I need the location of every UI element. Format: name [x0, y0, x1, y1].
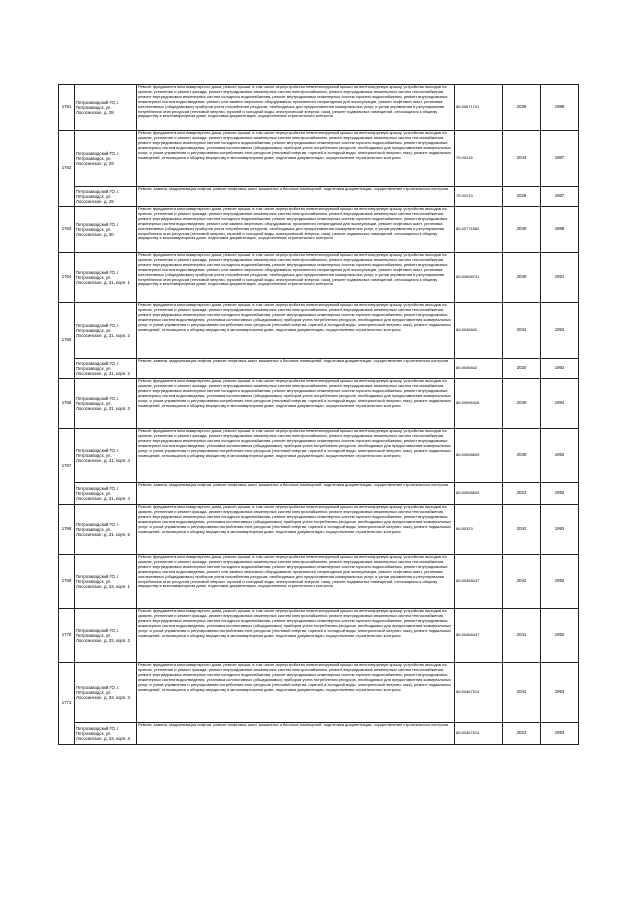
- work-description-cell: [137, 303, 455, 359]
- address-cell-text: Петрозаводский ГО, г. Петрозаводск, ул. Лососинское, д. 31, корп. 3: [76, 395, 130, 412]
- work-description-cell: [137, 483, 455, 505]
- row-number-cell: 1764: [59, 253, 75, 303]
- planned-year-cell-text: 2029: [516, 194, 527, 199]
- build-year-cell-text: 1992: [554, 366, 565, 371]
- code-cell: [455, 483, 503, 505]
- work-description-cell-text: Ремонт фундамента многоквартирного дома, ремонт крыши, в том числе переустройство невентилируемой крыши на вентилируемую крышу, устройство выходов на кровлю, утепление и ремонт фасада, ремонт внутридомовых инженерных систем электроснабжения, ремонт внутридомовых инженерных систем теплоснабжения, ремонт внутридомовых инженерных систем холодного водоснабжения, ремонт внутридомовых инженерных систем горячего водоснабжения, ремонт внутридомовых инженерных систем водоотведения, ремонт или замена лифтового оборудования, признанного непригодным для эксплуатации, ремонт лифтовых шахт, установка коллективных (общедомовых) приборов учета потребления ресурсов, необходимых для предоставления коммунальных услуг, и узлов управления и регулирования потребления этих ресурсов (тепловой энергии, горячей и холодной воды, электрической энергии, газа), ремонт подвальных помещений, относящихся к общему имуществу в многоквартирном доме, подготовка документации, осуществление строительного контроля: [138, 253, 448, 287]
- address-cell-text: Петрозаводский ГО, г. Петрозаводск, ул. Лососинское, д. 31, корп. 4: [76, 485, 130, 502]
- work-description-cell-text: Ремонт, замена, модернизация лифтов, ремонт лифтовых шахт, машинных и блочных помещений, подготовка документации, осуществление строительного контроля: [138, 723, 449, 727]
- code-cell-text: 86.50358437: [456, 579, 480, 584]
- address-cell-text: Петрозаводский ГО, г. Петрозаводск, ул. Лососинское, д. 33, корп. 3: [76, 725, 130, 742]
- planned-year-cell-text: 2041: [516, 690, 527, 695]
- planned-year-cell-text: 2042: [516, 579, 527, 584]
- planned-year-cell: [503, 207, 541, 253]
- planned-year-cell-text: 2040: [516, 401, 527, 406]
- planned-year-cell: [503, 429, 541, 483]
- work-description-cell: [137, 723, 455, 745]
- code-cell: [455, 723, 503, 745]
- work-description-cell: [137, 555, 455, 609]
- work-description-cell: [137, 85, 455, 131]
- build-year-cell-text: 1991: [554, 275, 565, 280]
- code-cell: [455, 207, 503, 253]
- code-cell-text: 86.50996428: [456, 401, 480, 406]
- code-cell-text: 86.5046842: [456, 366, 478, 371]
- row-number-cell: 1762: [59, 131, 75, 207]
- row-number-cell: 1770: [59, 609, 75, 663]
- table-row: [59, 723, 579, 745]
- work-description-cell: [137, 429, 455, 483]
- table-row: [59, 207, 579, 253]
- build-year-cell-text: 1994: [554, 401, 565, 406]
- code-cell-text: 86.50598605: [456, 453, 480, 458]
- build-year-cell: [541, 379, 579, 429]
- table-row: [59, 505, 579, 555]
- build-year-cell-text: 1987: [554, 194, 565, 199]
- work-description-cell-text: Ремонт фундамента многоквартирного дома, ремонт крыши, в том числе переустройство невентилируемой крыши на вентилируемую крышу, устройство выходов на кровлю, утепление и ремонт фасада, ремонт внутридомовых инженерных систем электроснабжения, ремонт внутридомовых инженерных систем теплоснабжения, ремонт внутридомовых инженерных систем холодного водоснабжения, ремонт внутридомовых инженерных систем горячего водоснабжения, ремонт внутридомовых инженерных систем водоотведения, ремонт или замена лифтового оборудования, признанного непригодным для эксплуатации, ремонт лифтовых шахт, установка коллективных (общедомовых) приборов учета потребления ресурсов, необходимых для предоставления коммунальных услуг, и узлов управления и регулирования потребления этих ресурсов (тепловой энергии, горячей и холодной воды, электрической энергии, газа), ремонт подвальных помещений, относящихся к общему имуществу в многоквартирном доме, подготовка документации, осуществление строительного контроля: [138, 555, 448, 589]
- address-cell-text: Петрозаводский ГО, г. Петрозаводск, ул. Лососинское, д. 30: [76, 221, 120, 238]
- code-cell: [455, 131, 503, 187]
- planned-year-cell-text: 2040: [516, 227, 527, 232]
- planned-year-cell-text: 2039: [516, 105, 527, 110]
- build-year-cell-text: 1992: [554, 579, 565, 584]
- table-row: [59, 483, 579, 505]
- code-cell: [455, 555, 503, 609]
- address-cell: [75, 303, 137, 359]
- code-cell-text: 86.50698731: [456, 275, 480, 280]
- code-cell: [455, 85, 503, 131]
- work-description-cell: [137, 253, 455, 303]
- build-year-cell: [541, 131, 579, 187]
- address-cell: [75, 429, 137, 483]
- planned-year-cell: [503, 609, 541, 663]
- build-year-cell: [541, 429, 579, 483]
- address-cell-text: Петрозаводский ГО, г. Петрозаводск, ул. Лососинское, д. 29: [76, 150, 120, 167]
- planned-year-cell-text: 2043: [516, 156, 527, 161]
- address-cell-text: Петрозаводский ГО, г. Петрозаводск, ул. Лососинское, д. 31, корп. 4: [76, 447, 130, 464]
- build-year-cell: [541, 663, 579, 723]
- planned-year-cell: [503, 379, 541, 429]
- planned-year-cell: [503, 723, 541, 745]
- planned-year-cell: [503, 359, 541, 379]
- row-number-cell: 1767: [59, 429, 75, 505]
- code-cell: [455, 303, 503, 359]
- planned-year-cell-text: 2041: [516, 633, 527, 638]
- address-cell: [75, 359, 137, 379]
- work-description-cell-text: Ремонт, замена, модернизация лифтов, ремонт лифтовых шахт, машинных и блочных помещений, подготовка документации, осуществление строительного контроля: [138, 359, 449, 363]
- work-description-cell: [137, 131, 455, 187]
- address-cell: [75, 483, 137, 505]
- table-row: [59, 555, 579, 609]
- row-number-cell: 1771: [59, 663, 75, 745]
- build-year-cell-text: 1993: [554, 731, 565, 736]
- build-year-cell: [541, 555, 579, 609]
- work-description-cell-text: Ремонт фундамента многоквартирного дома, ремонт крыши, в том числе переустройство невентилируемой крыши на вентилируемую крышу, устройство выходов на кровлю, утепление и ремонт фасада, ремонт внутридомовых инженерных систем электроснабжения, ремонт внутридомовых инженерных систем теплоснабжения, ремонт внутридомовых инженерных систем холодного водоснабжения, ремонт внутридомовых инженерных систем горячего водоснабжения, ремонт внутридомовых инженерных систем водоотведения, ремонт или замена лифтового оборудования, признанного непригодным для эксплуатации, ремонт лифтовых шахт, установка коллективных (общедомовых) приборов учета потребления ресурсов, необходимых для предоставления коммунальных услуг, и узлов управления и регулирования потребления этих ресурсов (тепловой энергии, горячей и холодной воды, электрической энергии, газа), ремонт подвальных помещений, относящихся к общему имуществу в многоквартирном доме, подготовка документации, осуществление строительного контроля: [138, 85, 448, 119]
- work-description-cell: [137, 609, 455, 663]
- address-cell-text: Петрозаводский ГО, г. Петрозаводск, ул. Лососинское, д. 29: [76, 188, 120, 205]
- code-cell-text: 86.80323: [456, 527, 473, 532]
- row-number-cell: 1763: [59, 207, 75, 253]
- code-cell-text: 86.50671741: [456, 105, 480, 110]
- build-year-cell: [541, 359, 579, 379]
- table-row: [59, 187, 579, 207]
- address-cell: [75, 187, 137, 207]
- address-cell: [75, 723, 137, 745]
- planned-year-cell: [503, 85, 541, 131]
- address-cell-text: Петрозаводский ГО, г. Петрозаводск, ул. Лососинское, д. 31, корп. 1: [76, 269, 130, 286]
- planned-year-cell-text: 2040: [516, 275, 527, 280]
- address-cell-text: Петрозаводский ГО, г. Петрозаводск, ул. Лососинское, д. 31, корп. 5: [76, 521, 130, 538]
- build-year-cell: [541, 723, 579, 745]
- code-cell: [455, 429, 503, 483]
- work-description-cell-text: Ремонт фундамента многоквартирного дома, ремонт крыши, в том числе переустройство невентилируемой крыши на вентилируемую крышу, устройство выходов на кровлю, утепление и ремонт фасада, ремонт внутридомовых инженерных систем электроснабжения, ремонт внутридомовых инженерных систем теплоснабжения, ремонт внутридомовых инженерных систем холодного водоснабжения, ремонт внутридомовых инженерных систем горячего водоснабжения, ремонт внутридомовых инженерных систем водоотведения, установка коллективных (общедомовых) приборов учета потребления ресурсов, необходимых для предоставления коммунальных услуг, и узлов управления и регулирования потребления этих ресурсов (тепловой энергии, горячей и холодной воды, электрической энергии, газа), ремонт подвальных помещений, относящихся к общему имуществу в многоквартирном доме, подготовка документации, осуществление строительного контроля: [138, 505, 452, 534]
- planned-year-cell: [503, 253, 541, 303]
- address-cell-text: Петрозаводский ГО, г. Петрозаводск, ул. Лососинское, д. 31, корп. 2: [76, 322, 130, 339]
- table-row: [59, 303, 579, 359]
- work-description-cell: [137, 505, 455, 555]
- build-year-cell-text: 1989: [554, 105, 565, 110]
- table-row: [59, 253, 579, 303]
- planned-year-cell-text: 2023: [516, 731, 527, 736]
- address-cell: [75, 505, 137, 555]
- planned-year-cell: [503, 303, 541, 359]
- work-description-cell-text: Ремонт, замена, модернизация лифтов, ремонт лифтовых шахт, машинных и блочных помещений, подготовка документации, осуществление строительного контроля: [138, 187, 449, 191]
- table-body: [59, 85, 579, 745]
- planned-year-cell-text: 2040: [516, 453, 527, 458]
- build-year-cell: [541, 253, 579, 303]
- work-description-cell-text: Ремонт фундамента многоквартирного дома, ремонт крыши, в том числе переустройство невентилируемой крыши на вентилируемую крышу, устройство выходов на кровлю, утепление и ремонт фасада, ремонт внутридомовых инженерных систем электроснабжения, ремонт внутридомовых инженерных систем теплоснабжения, ремонт внутридомовых инженерных систем холодного водоснабжения, ремонт внутридомовых инженерных систем горячего водоснабжения, ремонт внутридомовых инженерных систем водоотведения, установка коллективных (общедомовых) приборов учета потребления ресурсов, необходимых для предоставления коммунальных услуг, и узлов управления и регулирования потребления этих ресурсов (тепловой энергии, горячей и холодной воды, электрической энергии, газа), ремонт подвальных помещений, относящихся к общему имуществу в многоквартирном доме, подготовка документации, осуществление строительного контроля: [138, 131, 452, 160]
- code-cell-text: 86.50467514: [456, 731, 480, 736]
- table-row: [59, 663, 579, 723]
- build-year-cell: [541, 85, 579, 131]
- work-description-cell-text: Ремонт фундамента многоквартирного дома, ремонт крыши, в том числе переустройство невентилируемой крыши на вентилируемую крышу, устройство выходов на кровлю, утепление и ремонт фасада, ремонт внутридомовых инженерных систем электроснабжения, ремонт внутридомовых инженерных систем теплоснабжения, ремонт внутридомовых инженерных систем холодного водоснабжения, ремонт внутридомовых инженерных систем горячего водоснабжения, ремонт внутридомовых инженерных систем водоотведения, установка коллективных (общедомовых) приборов учета потребления ресурсов, необходимых для предоставления коммунальных услуг, и узлов управления и регулирования потребления этих ресурсов (тепловой энергии, горячей и холодной воды, электрической энергии, газа), ремонт подвальных помещений, относящихся к общему имуществу в многоквартирном доме, подготовка документации, осуществление строительного контроля: [138, 663, 452, 692]
- work-description-cell: [137, 359, 455, 379]
- build-year-cell: [541, 303, 579, 359]
- planned-year-cell: [503, 505, 541, 555]
- planned-year-cell-text: 2041: [516, 328, 527, 333]
- code-cell-text: 86.50467514: [456, 690, 480, 695]
- table-row: [59, 131, 579, 187]
- row-number-cell: 1766: [59, 379, 75, 429]
- code-cell: [455, 663, 503, 723]
- build-year-cell: [541, 207, 579, 253]
- row-number-cell: 1768: [59, 505, 75, 555]
- address-cell-text: Петрозаводский ГО, г. Петрозаводск, ул. Лососинское, д. 28: [76, 99, 120, 116]
- code-cell: [455, 609, 503, 663]
- planned-year-cell-text: 2020: [516, 366, 527, 371]
- build-year-cell-text: 1987: [554, 156, 565, 161]
- build-year-cell: [541, 187, 579, 207]
- work-description-cell-text: Ремонт фундамента многоквартирного дома, ремонт крыши, в том числе переустройство невентилируемой крыши на вентилируемую крышу, устройство выходов на кровлю, утепление и ремонт фасада, ремонт внутридомовых инженерных систем электроснабжения, ремонт внутридомовых инженерных систем теплоснабжения, ремонт внутридомовых инженерных систем холодного водоснабжения, ремонт внутридомовых инженерных систем горячего водоснабжения, ремонт внутридомовых инженерных систем водоотведения, ремонт или замена лифтового оборудования, признанного непригодным для эксплуатации, ремонт лифтовых шахт, установка коллективных (общедомовых) приборов учета потребления ресурсов, необходимых для предоставления коммунальных услуг, и узлов управления и регулирования потребления этих ресурсов (тепловой энергии, горячей и холодной воды, электрической энергии, газа), ремонт подвальных помещений, относящихся к общему имуществу в многоквартирном доме, подготовка документации, осуществление строительного контроля: [138, 207, 448, 241]
- code-cell: [455, 359, 503, 379]
- table-row: [59, 359, 579, 379]
- code-cell: [455, 187, 503, 207]
- planned-year-cell: [503, 663, 541, 723]
- planned-year-cell: [503, 187, 541, 207]
- address-cell: [75, 379, 137, 429]
- code-cell-text: 86.5046842: [456, 328, 478, 333]
- code-cell-text: 86.50598605: [456, 491, 480, 496]
- build-year-cell-text: 1992: [554, 453, 565, 458]
- table-row: [59, 429, 579, 483]
- code-cell-text: 86.50468437: [456, 633, 480, 638]
- build-year-cell-text: 1993: [554, 690, 565, 695]
- work-description-cell: [137, 207, 455, 253]
- build-year-cell: [541, 609, 579, 663]
- build-year-cell-text: 1992: [554, 491, 565, 496]
- address-cell: [75, 555, 137, 609]
- work-description-cell-text: Ремонт фундамента многоквартирного дома, ремонт крыши, в том числе переустройство невентилируемой крыши на вентилируемую крышу, устройство выходов на кровлю, утепление и ремонт фасада, ремонт внутридомовых инженерных систем электроснабжения, ремонт внутридомовых инженерных систем теплоснабжения, ремонт внутридомовых инженерных систем холодного водоснабжения, ремонт внутридомовых инженерных систем горячего водоснабжения, ремонт внутридомовых инженерных систем водоотведения, установка коллективных (общедомовых) приборов учета потребления ресурсов, необходимых для предоставления коммунальных услуг, и узлов управления и регулирования потребления этих ресурсов (тепловой энергии, горячей и холодной воды, электрической энергии, газа), ремонт подвальных помещений, относящихся к общему имуществу в многоквартирном доме, подготовка документации, осуществление строительного контроля: [138, 379, 452, 408]
- address-cell: [75, 207, 137, 253]
- planned-year-cell: [503, 483, 541, 505]
- address-cell: [75, 663, 137, 723]
- build-year-cell-text: 1992: [554, 633, 565, 638]
- table-row: [59, 609, 579, 663]
- build-year-cell: [541, 483, 579, 505]
- repair-program-table: [58, 84, 579, 745]
- work-description-cell: [137, 187, 455, 207]
- address-cell-text: Петрозаводский ГО, г. Петрозаводск, ул. Лососинское, д. 31, корп. 2: [76, 360, 130, 377]
- work-description-cell: [137, 663, 455, 723]
- planned-year-cell-text: 2023: [516, 491, 527, 496]
- row-number-cell: 1751: [59, 85, 75, 131]
- address-cell: [75, 131, 137, 187]
- planned-year-cell-text: 2042: [516, 527, 527, 532]
- build-year-cell-text: 1993: [554, 527, 565, 532]
- work-description-cell-text: Ремонт фундамента многоквартирного дома, ремонт крыши, в том числе переустройство невентилируемой крыши на вентилируемую крышу, устройство выходов на кровлю, утепление и ремонт фасада, ремонт внутридомовых инженерных систем электроснабжения, ремонт внутридомовых инженерных систем теплоснабжения, ремонт внутридомовых инженерных систем холодного водоснабжения, ремонт внутридомовых инженерных систем горячего водоснабжения, ремонт внутридомовых инженерных систем водоотведения, установка коллективных (общедомовых) приборов учета потребления ресурсов, необходимых для предоставления коммунальных услуг, и узлов управления и регулирования потребления этих ресурсов (тепловой энергии, горячей и холодной воды, электрической энергии, газа), ремонт подвальных помещений, относящихся к общему имуществу в многоквартирном доме, подготовка документации, осуществление строительного контроля: [138, 303, 452, 332]
- table-row: [59, 85, 579, 131]
- build-year-cell-text: 1989: [554, 227, 565, 232]
- code-cell: [455, 253, 503, 303]
- table-row: [59, 379, 579, 429]
- address-cell: [75, 253, 137, 303]
- row-number-cell: 1769: [59, 555, 75, 609]
- code-cell-text: 75.90216: [456, 156, 473, 161]
- build-year-cell-text: 1992: [554, 328, 565, 333]
- address-cell: [75, 85, 137, 131]
- code-cell: [455, 379, 503, 429]
- code-cell-text: 75.90219: [456, 194, 473, 199]
- work-description-cell-text: Ремонт фундамента многоквартирного дома, ремонт крыши, в том числе переустройство невентилируемой крыши на вентилируемую крышу, устройство выходов на кровлю, утепление и ремонт фасада, ремонт внутридомовых инженерных систем электроснабжения, ремонт внутридомовых инженерных систем теплоснабжения, ремонт внутридомовых инженерных систем холодного водоснабжения, ремонт внутридомовых инженерных систем горячего водоснабжения, ремонт внутридомовых инженерных систем водоотведения, установка коллективных (общедомовых) приборов учета потребления ресурсов, необходимых для предоставления коммунальных услуг, и узлов управления и регулирования потребления этих ресурсов (тепловой энергии, горячей и холодной воды, электрической энергии, газа), ремонт подвальных помещений, относящихся к общему имуществу в многоквартирном доме, подготовка документации, осуществление строительного контроля: [138, 429, 452, 458]
- work-description-cell-text: Ремонт фундамента многоквартирного дома, ремонт крыши, в том числе переустройство невентилируемой крыши на вентилируемую крышу, устройство выходов на кровлю, утепление и ремонт фасада, ремонт внутридомовых инженерных систем электроснабжения, ремонт внутридомовых инженерных систем теплоснабжения, ремонт внутридомовых инженерных систем холодного водоснабжения, ремонт внутридомовых инженерных систем горячего водоснабжения, ремонт внутридомовых инженерных систем водоотведения, установка коллективных (общедомовых) приборов учета потребления ресурсов, необходимых для предоставления коммунальных услуг, и узлов управления и регулирования потребления этих ресурсов (тепловой энергии, горячей и холодной воды, электрической энергии, газа), ремонт подвальных помещений, относящихся к общему имуществу в многоквартирном доме, подготовка документации, осуществление строительного контроля: [138, 609, 452, 638]
- code-cell-text: 86.40771882: [456, 227, 480, 232]
- build-year-cell: [541, 505, 579, 555]
- address-cell: [75, 609, 137, 663]
- planned-year-cell: [503, 555, 541, 609]
- planned-year-cell: [503, 131, 541, 187]
- code-cell: [455, 505, 503, 555]
- work-description-cell: [137, 379, 455, 429]
- address-cell-text: Петрозаводский ГО, г. Петрозаводск, ул. Лососинское, д. 33, корп. 3: [76, 684, 130, 701]
- work-description-cell-text: Ремонт, замена, модернизация лифтов, ремонт лифтовых шахт, машинных и блочных помещений, подготовка документации, осуществление строительного контроля: [138, 483, 449, 487]
- row-number-cell: 1765: [59, 303, 75, 379]
- address-cell-text: Петрозаводский ГО, г. Петрозаводск, ул. Лососинское, д. 33, корп. 2: [76, 627, 130, 644]
- address-cell-text: Петрозаводский ГО, г. Петрозаводск, ул. Лососинское, д. 33, корп. 1: [76, 573, 130, 590]
